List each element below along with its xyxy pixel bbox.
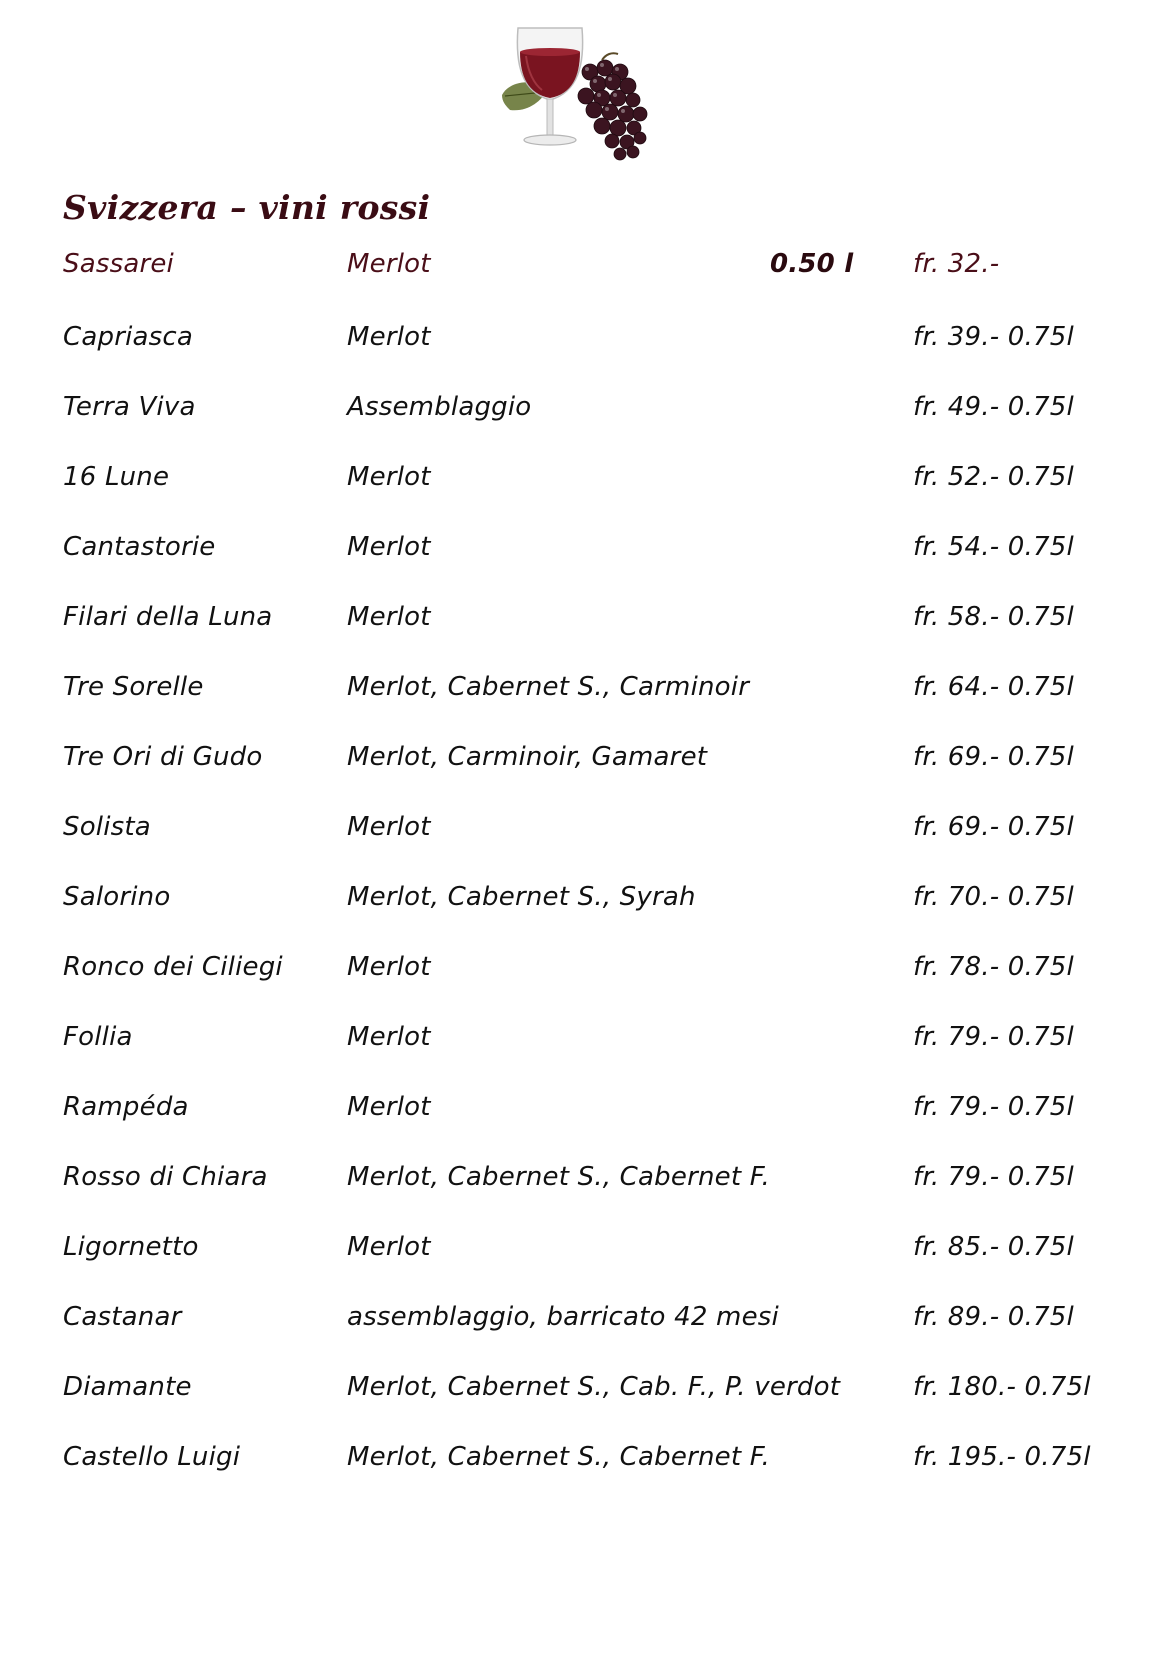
wine-price: fr. 58.- 0.75l [913, 602, 1074, 632]
wine-row [0, 597, 1172, 637]
wine-price: fr. 49.- 0.75l [913, 392, 1074, 422]
wine-row [0, 1437, 1172, 1477]
wine-name: Rosso di Chiara [63, 1162, 268, 1192]
wine-price: fr. 54.- 0.75l [913, 532, 1074, 562]
wine-name: Ronco dei Ciliegi [63, 952, 283, 982]
wine-price: fr. 85.- 0.75l [913, 1232, 1074, 1262]
wine-row [0, 1017, 1172, 1057]
wine-grape: Merlot, Cabernet S., Cabernet F. [347, 1162, 770, 1192]
wine-grape: Merlot [347, 1092, 431, 1122]
wine-name: 16 Lune [63, 462, 170, 492]
wine-price: fr. 89.- 0.75l [913, 1302, 1074, 1332]
wine-grape: Merlot [347, 1232, 431, 1262]
wine-grape: Merlot [347, 322, 431, 352]
wine-row [0, 667, 1172, 707]
wine-name: Filari della Luna [63, 602, 273, 632]
wine-name: Sassarei [63, 249, 174, 279]
wine-row [0, 1297, 1172, 1337]
wine-price: fr. 32.- [913, 249, 1000, 279]
wine-price: fr. 69.- 0.75l [913, 812, 1074, 842]
wine-grape: Merlot [347, 249, 431, 279]
wine-row [0, 1157, 1172, 1197]
wine-row [0, 1367, 1172, 1407]
wine-grape: Merlot, Cabernet S., Syrah [347, 882, 696, 912]
wine-grape: Assemblaggio [347, 392, 532, 422]
wine-grape: Merlot [347, 812, 431, 842]
wine-grape: Merlot, Cabernet S., Cab. F., P. verdot [347, 1372, 841, 1402]
wine-name: Rampéda [63, 1092, 189, 1122]
wine-name: Diamante [63, 1372, 192, 1402]
wine-price: fr. 180.- 0.75l [913, 1372, 1091, 1402]
wine-price: fr. 70.- 0.75l [913, 882, 1074, 912]
wine-row [0, 527, 1172, 567]
wine-price: fr. 195.- 0.75l [913, 1442, 1091, 1472]
wine-name: Tre Sorelle [63, 672, 204, 702]
wine-grape: Merlot [347, 532, 431, 562]
wine-price: fr. 39.- 0.75l [913, 322, 1074, 352]
wine-grape: Merlot [347, 462, 431, 492]
wine-row [0, 1227, 1172, 1267]
wine-price: fr. 79.- 0.75l [913, 1162, 1074, 1192]
wine-grape: Merlot, Carminoir, Gamaret [347, 742, 708, 772]
wine-grape: assemblaggio, barricato 42 mesi [347, 1302, 779, 1332]
wine-name: Cantastorie [63, 532, 216, 562]
featured-wine-row [0, 244, 1172, 284]
wine-price: fr. 78.- 0.75l [913, 952, 1074, 982]
wine-grape: Merlot, Cabernet S., Carminoir [347, 672, 750, 702]
wine-row [0, 947, 1172, 987]
wine-price: fr. 64.- 0.75l [913, 672, 1074, 702]
wine-row [0, 807, 1172, 847]
wine-row [0, 877, 1172, 917]
wine-name: Terra Viva [63, 392, 196, 422]
wine-row [0, 317, 1172, 357]
wine-grape: Merlot [347, 952, 431, 982]
wine-name: Follia [63, 1022, 133, 1052]
wine-row [0, 457, 1172, 497]
wine-row [0, 1087, 1172, 1127]
wine-name: Tre Ori di Gudo [63, 742, 263, 772]
wine-price: fr. 79.- 0.75l [913, 1092, 1074, 1122]
wine-price: fr. 79.- 0.75l [913, 1022, 1074, 1052]
wine-name: Solista [63, 812, 151, 842]
wine-name: Salorino [63, 882, 171, 912]
wine-name: Capriasca [63, 322, 194, 352]
wine-row [0, 387, 1172, 427]
wine-grape: Merlot [347, 1022, 431, 1052]
wine-name: Castello Luigi [63, 1442, 241, 1472]
wine-grape: Merlot [347, 602, 431, 632]
wine-name: Castanar [63, 1302, 182, 1332]
wine-grape: Merlot, Cabernet S., Cabernet F. [347, 1442, 770, 1472]
wine-name: Ligornetto [63, 1232, 199, 1262]
page-title: Svizzera – vini rossi [63, 188, 431, 227]
wine-price: fr. 69.- 0.75l [913, 742, 1074, 772]
wine-volume: 0.50 l [770, 249, 854, 279]
wine-row [0, 737, 1172, 777]
wine-price: fr. 52.- 0.75l [913, 462, 1074, 492]
